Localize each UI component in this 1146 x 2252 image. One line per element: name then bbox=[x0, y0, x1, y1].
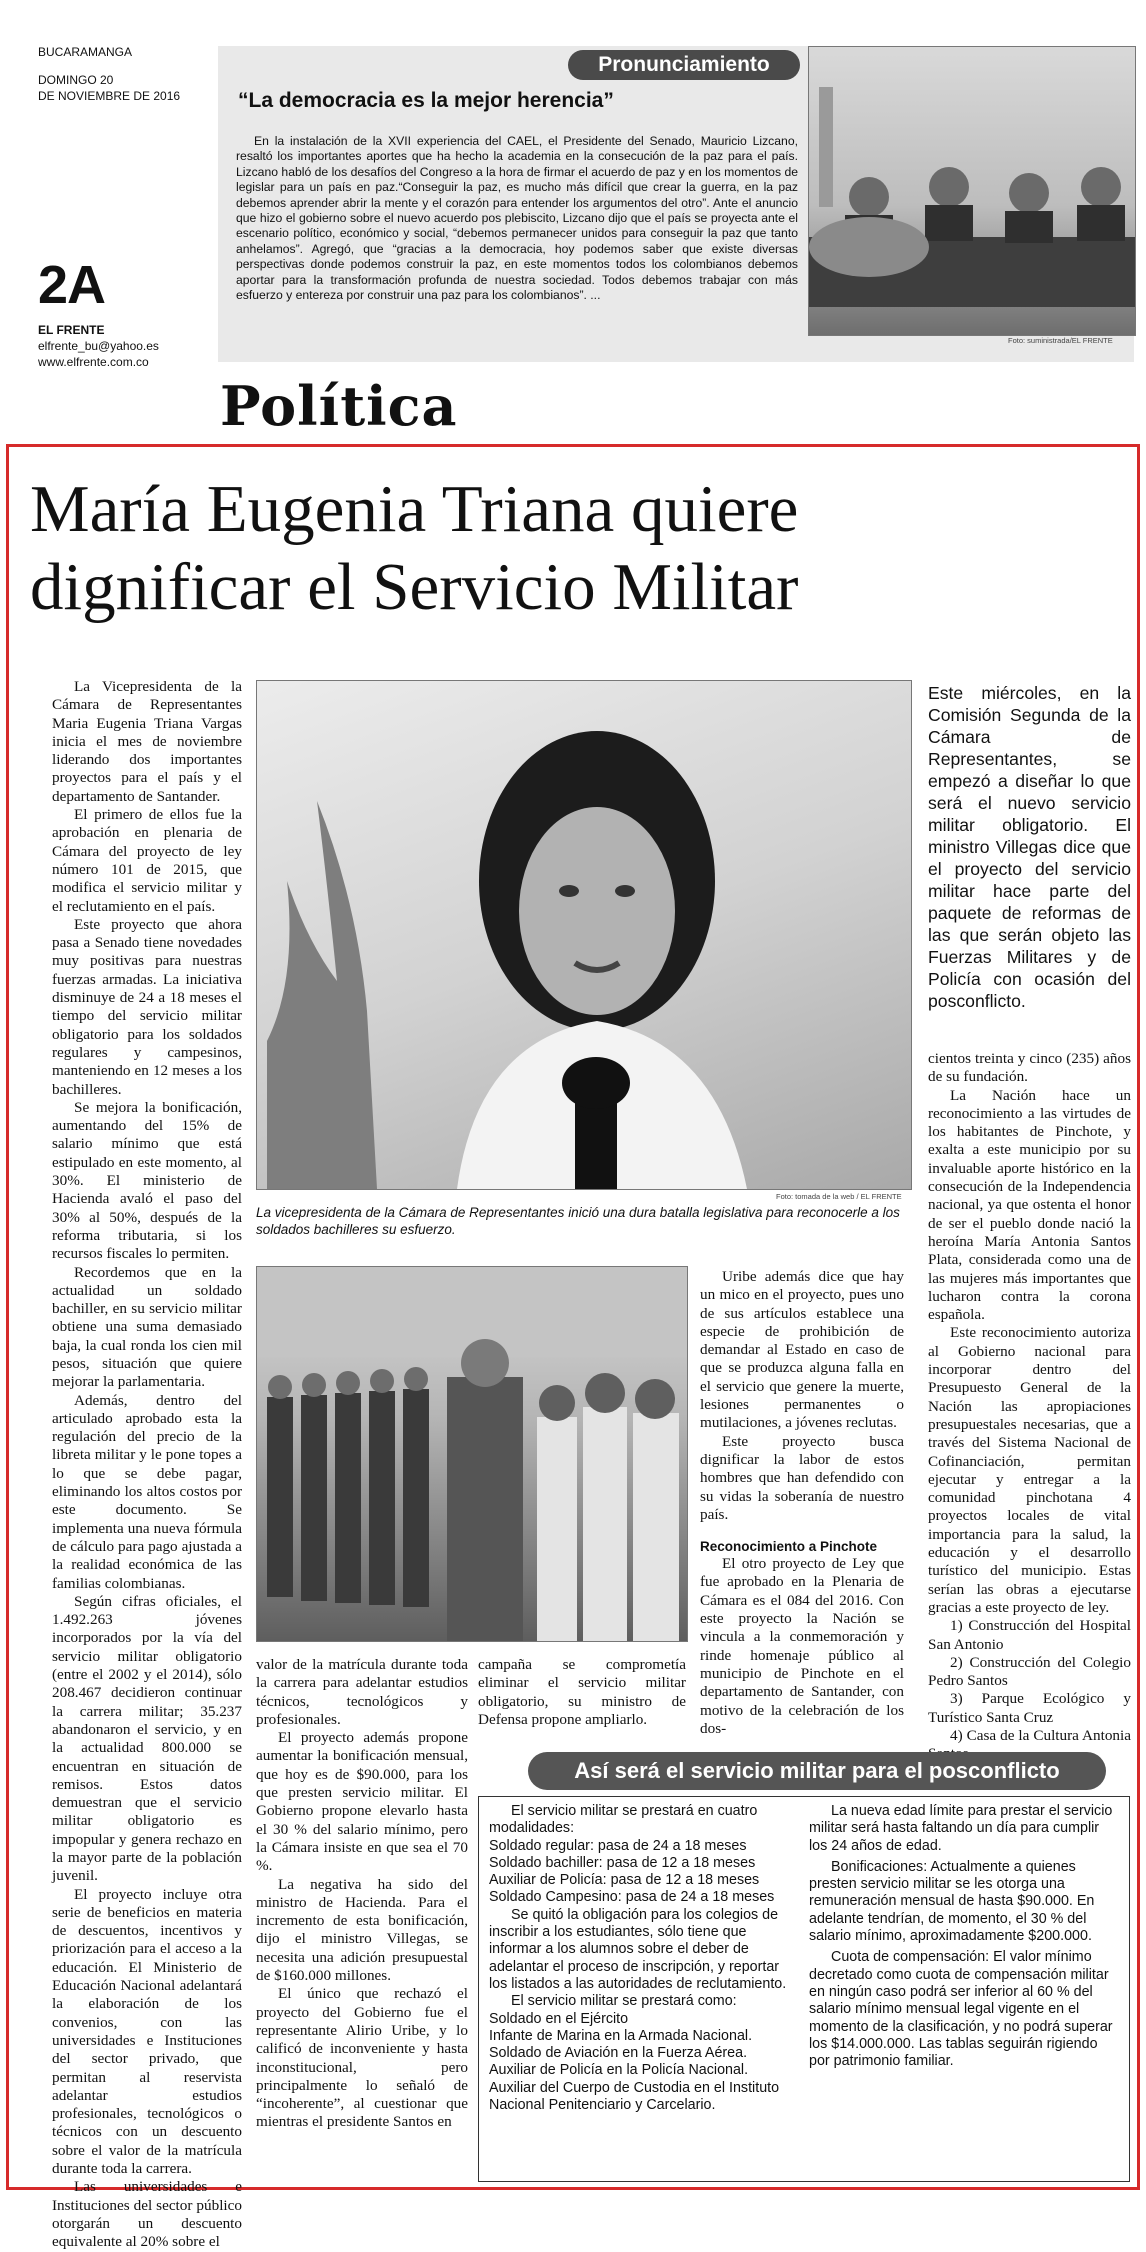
article-headline-line-2: dignificar el Servicio Militar bbox=[30, 550, 799, 624]
modality-item: Soldado regular: pasa de 24 a 18 meses bbox=[489, 1837, 747, 1854]
article-headline bbox=[30, 470, 1120, 626]
pronouncement-photo-credit: Foto: suministrada/EL FRENTE bbox=[1008, 336, 1113, 345]
date-line-2: DE NOVIEMBRE DE 2016 bbox=[38, 89, 181, 103]
sidebar-paragraph: La nueva edad límite para prestar el servicio militar será hasta faltando un día para cumplir los 24 años de edad. bbox=[809, 1803, 1113, 1854]
paragraph: Este proyecto que ahora pasa a Senado tiene novedades muy positivas para nuestras fuerzas armadas. La iniciativa disminuye de 24 a 18 meses el tiempo del servicio militar obligatorio para los soldados regulares y campesinos, manteniendo en 12 meses a los bachilleres. bbox=[52, 915, 242, 1098]
main-photo bbox=[256, 680, 912, 1190]
modality-item: Soldado bachiller: pasa de 12 a 18 meses bbox=[489, 1854, 756, 1871]
article-column-4 bbox=[928, 1050, 1131, 1750]
paragraph: La negativa ha sido del ministro de Hacienda. Para el incremento de esta bonificación, dijo el ministro Villegas, se necesita una adición presupuestal de $160.000 millones. bbox=[256, 1875, 468, 1985]
paragraph: Uribe además dice que hay un mico en el proyecto, pues uno de sus artículos establece una especie de prohibición de demandar al Estado en caso de que se produzca alguna falla en el servicio que genere la muerte, lesiones permanentes o mutilaciones, a jóvenes reclutas. bbox=[700, 1268, 904, 1432]
paragraph: cientos treinta y cinco (235) años de su fundación. bbox=[928, 1050, 1131, 1086]
pull-quote: Este miércoles, en la Comisión Segunda de la Cámara de Representantes, se empezó a diseñar lo que será el nuevo servicio militar obligatorio. El ministro Villegas dice que el proyecto del servicio militar hace parte del paquete de reformas de las que serán objeto las Fuerzas Militares y de Policía con ocasión del posconflicto. bbox=[928, 683, 1131, 1011]
sidebar-paragraph: Bonificaciones: Actualmente a quienes presten servicio militar se les otorga una remuneración mensual de hasta $90.000. En adelante tendrían, de momento, el 30 % del salario mínimo, aproximadamente $200.000. bbox=[809, 1858, 1095, 1945]
pronouncement-photo bbox=[808, 46, 1136, 336]
paragraph: valor de la matrícula durante toda la carrera para adelantar estudios técnicos, tecnológicos y profesionales. bbox=[256, 1656, 468, 1728]
paragraph: Se mejora la bonificación, aumentando del 15% de salario mínimo que está estipulado en este momento, al 30%. El ministerio de Hacienda avaló el paso del 30% al 50%, después de la reforma tributaria, si los recursos fiscales lo permiten. bbox=[52, 1098, 242, 1263]
sidebar-box bbox=[478, 1796, 1130, 2182]
paragraph: Las universidades e Instituciones del sector público otorgarán un descuento equivalente al 20% sobre el bbox=[52, 2178, 242, 2251]
list-item: 4) Casa de la Cultura Antonia bbox=[950, 1726, 1131, 1744]
place-item: Infante de Marina en la Armada Nacional. bbox=[489, 2027, 753, 2044]
paragraph: Recordemos que en la actualidad un soldado bachiller, en su servicio militar obtiene una suma demasiado baja, la cual ronda los cien mil pesos, situación que quiere mejorar la parlamentaria. bbox=[52, 1263, 242, 1391]
modality-item: Auxiliar de Policía: pasa de 12 a 18 meses bbox=[489, 1872, 760, 1889]
paragraph: El primero de ellos fue la aprobación en plenaria de Cámara del proyecto de ley número 101 de 2015, que modifica el servicio militar y el reclutamiento en el país. bbox=[52, 806, 242, 915]
sidebar-paragraph: El servicio militar se prestará como: bbox=[511, 1993, 737, 2010]
paragraph: campaña se comprometía eliminar el servicio militar obligatorio, su ministro de Defensa propone ampliarlo. bbox=[478, 1656, 686, 1728]
paragraph: Según cifras oficiales, el 1.492.263 jóvenes incorporados por la vía del servicio militar obligatorio (entre el 2002 y el 2014), sólo 208.467 decidieron continuar la carrera militar; 35.237 abandonaron el servicio, y en la actualidad 800.000 se encuentran en situación de remisos. Estos datos demuestran que el servicio militar obligatorio es impopular y genera rechazo en la mayor parte de la población juvenil. bbox=[52, 1592, 242, 1885]
main-photo-credit: Foto: tomada de la web / EL FRENTE bbox=[776, 1192, 902, 1201]
soldiers-photo bbox=[256, 1266, 688, 1642]
sidebar-intro: El servicio militar se prestará en cuatro modalidades: bbox=[489, 1803, 758, 1837]
paragraph: Además, dentro del articulado aprobado esta la regulación del precio de la libreta militar y le pone topes a lo que se debe pagar, eliminando los altos costos por este documento. Se implementa una nueva fórmula de cálculo para pago ajustada a la realidad económica de las familias colombianas. bbox=[52, 1391, 242, 1592]
sidebar-left-column bbox=[489, 1803, 789, 2114]
list-item: 2) Construcción del Colegio Pedro Santos bbox=[928, 1653, 1131, 1690]
pronouncement-body: En la instalación de la XVII experiencia del CAEL, el Presidente del Senado, Mauricio Lizcano, resaltó los importantes aportes que ha hecho la academia en la consecución de la paz para el país. Lizcano habló de los desafíos del Congreso a la hora de firmar el acuerdo de paz y en los momentos de legislar para un país en paz.“Conseguir la paz, es mucho más difícil que crear la guerra, en la paz debemos aprender abrir la mente y el corazón para entender los argumentos del otro”. Ante el anuncio que hizo el gobierno sobre el nuevo acuerdo pos plebiscito, Lizcano dijo que el país se proyecta ante el escenario político, económico y social, “debemos permanecer unidos para conseguir la paz que tanto anhelamos”. Agregó, que “gracias a la democracia, hoy podemos saber que existe diversas perspectivas donde podemos construir la paz, en este momentos todos los colombianos debemos aportar para la transformación profunda de nuestra sociedad. Todos debemos trabajar con más esfuerzo y entereza por construir una paz para los colombianos”. ... bbox=[236, 134, 798, 303]
article-column-2 bbox=[256, 1656, 468, 2131]
article-column-3-fragment bbox=[478, 1656, 686, 1736]
article-headline-line-1: María Eugenia Triana quiere bbox=[30, 472, 799, 546]
email[interactable]: elfrente_bu@yahoo.es bbox=[38, 339, 159, 353]
main-photo-caption: La vicepresidenta de la Cámara de Representantes inició una dura batalla legislativa para reconocerle a los soldados bachilleres su esfuerzo. bbox=[256, 1205, 900, 1237]
place-item: Soldado en el Ejército bbox=[489, 2010, 629, 2027]
pronouncement-panel bbox=[218, 46, 1134, 362]
paragraph: El proyecto incluye otra serie de beneficios en materia de descuentos, incentivos y priorización para el acceso a la educación. El Ministerio de Educación Nacional adelantará la elaboración de los convenios, con las universidades e Instituciones del sector privado, que permitan al reservista adelantar estudios profesionales, tecnológicos o técnicos con un descuento sobre el valor de la matrícula durante toda la carrera. bbox=[52, 1885, 242, 2178]
sidebar-box-title: Así será el servicio militar para el posconflicto bbox=[528, 1752, 1106, 1790]
city-label: BUCARAMANGA bbox=[38, 45, 133, 59]
place-item: Auxiliar de Policía en la Policía Nacional. bbox=[489, 2062, 749, 2079]
paragraph: La Vicepresidenta de la Cámara de Representantes Maria Eugenia Triana Vargas inicia el mes de noviembre liderando dos importantes proyectos para el país y el departamento de Santander. bbox=[52, 678, 242, 805]
sidebar-paragraph: Se quitó la obligación para los colegios de inscribir a los estudiantes, sólo tiene que informar a los alumnos sobre el deber de adelantar el proceso de inscripción, y reportar los listados a las autoridades de reclutamiento. bbox=[489, 1906, 787, 1992]
pinchote-subhead: Reconocimiento a Pinchote bbox=[700, 1539, 878, 1555]
pronouncement-label: Pronunciamiento bbox=[568, 50, 800, 80]
paper-name: EL FRENTE bbox=[38, 323, 105, 337]
paragraph: La Nación hace un reconocimiento a las virtudes de los habitantes de Pinchote, y exalta a este municipio por su invaluable aporte histórico en la consecución de la Independencia nacional, ya que ostenta el honor de ser el pueblo donde nació la heroína María Antonia Santos Plata, considerada como una de las mujeres más importantes que lucharon contra la corona española. bbox=[928, 1086, 1131, 1324]
paragraph: Este proyecto busca dignificar la labor de estos hombres que han defendido con su vidas la soberanía de nuestro país. bbox=[700, 1432, 904, 1523]
article-column-3 bbox=[700, 1268, 904, 1737]
website[interactable]: www.elfrente.com.co bbox=[38, 355, 149, 369]
page-number: 2A bbox=[38, 255, 106, 315]
list-item: 3) Parque Ecológico y Turístico Santa Cruz bbox=[928, 1690, 1131, 1726]
pronouncement-headline: “La democracia es la mejor herencia” bbox=[238, 89, 614, 112]
paragraph: Este reconocimiento autoriza al Gobierno nacional para incorporar dentro del Presupuesto General de la Nación las apropiaciones presupuestales necesarias, que a través del Sistema Nacional de Cofinanciación, permitan ejecutar y entregar a la comunidad pinchotana 4 proyectos locales de vital importancia para la salud, la educación y el desarrollo turístico del municipio. Estas serían las obras a ejecutarse gracias a este proyecto de ley. bbox=[928, 1324, 1131, 1616]
place-item: Soldado de Aviación en la Fuerza Aérea. bbox=[489, 2045, 748, 2062]
place-item: Auxiliar del Cuerpo de Custodia en el Instituto Nacional Penitenciario y Carcelario. bbox=[489, 2079, 780, 2114]
paragraph: El único que rechazó el proyecto del Gobierno fue el representante Alirio Uribe, y lo calificó de inconveniente y hasta inconstitucional, pero principalmente lo señaló de “incoherente”, al cuestionar que mientras el presidente Santos en bbox=[256, 1985, 468, 2131]
date-line-1: DOMINGO 20 bbox=[38, 73, 114, 87]
sidebar-right-column bbox=[809, 1803, 1119, 2070]
article-column-1 bbox=[52, 678, 242, 2251]
paragraph: El proyecto además propone aumentar la bonificación mensual, que hoy es de $90.000, para los que presten servicio militar. El Gobierno propone elevarlo hasta el 30 % del salario mínimo, pero la Cámara insiste en que sea el 70 %. bbox=[256, 1729, 468, 1875]
section-title: Política bbox=[220, 374, 458, 438]
list-item: 1) Construcción del Hospital San Antonio bbox=[928, 1617, 1131, 1653]
sidebar-paragraph: Cuota de compensación: El valor mínimo decretado como cuota de compensación militar en ningún caso podrá ser inferior al 60 % del salario mínimo mensual legal vigente en el momento de la clasificación, y no podrá superar los $14.000.000. Las tablas seguirán rigiendo por patrimonio familiar. bbox=[809, 1949, 1113, 2070]
paragraph: El otro proyecto de Ley que fue aprobado en la Plenaria de Cámara es el 084 del 2016. Con este proyecto la Nación se vincula a la conmemoración y rinde homenaje público al municipio de Pinchote en el departamento de Santander, con motivo de la celebración de los dos- bbox=[700, 1555, 904, 1737]
modality-item: Soldado Campesino: pasa de 24 a 18 meses bbox=[489, 1889, 775, 1906]
